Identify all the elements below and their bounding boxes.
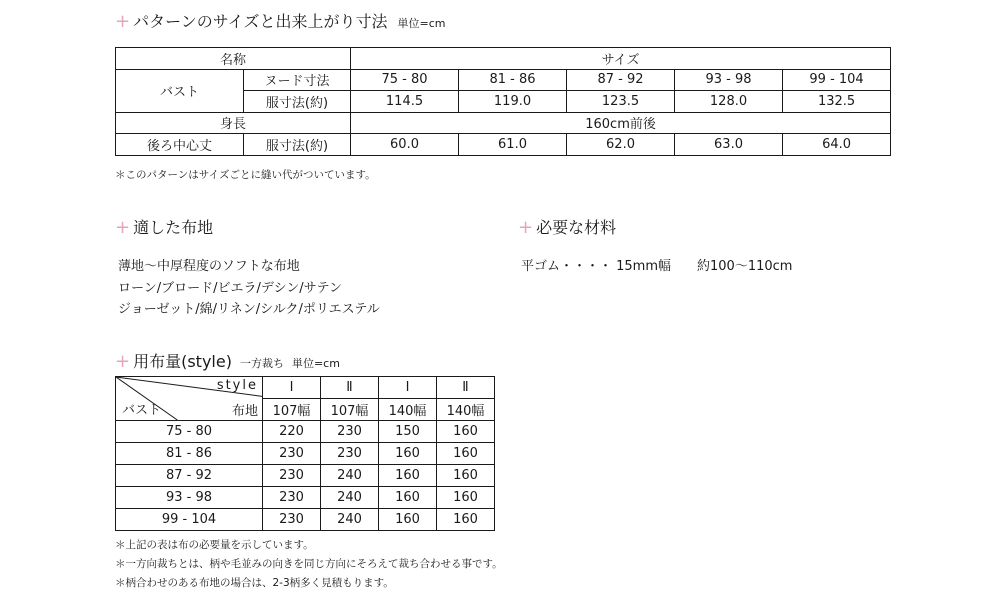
back-length-value: 61.0 — [459, 134, 567, 156]
garment-value: 132.5 — [783, 91, 891, 113]
amount-cell: 160 — [437, 421, 495, 443]
style-cell: Ⅰ — [263, 377, 321, 399]
amount-cell: 230 — [263, 443, 321, 465]
amount-cell: 220 — [263, 421, 321, 443]
bust-size-cell: 93 - 98 — [116, 487, 263, 509]
amount-cell: 230 — [321, 443, 379, 465]
fabric-line: ローン/ブロード/ビエラ/デシン/サテン — [118, 280, 343, 296]
table-row — [116, 112, 891, 134]
garment-value: 119.0 — [459, 91, 567, 113]
size-cell: 99 - 104 — [783, 69, 891, 91]
table-row — [116, 48, 891, 70]
amount-cell: 160 — [437, 443, 495, 465]
fabric-note-2: ＊一方向裁ちとは、柄や毛並みの向きを同じ方向にそろえて裁ち合わせる事です。 — [115, 558, 503, 570]
table-row — [116, 443, 495, 465]
style-cell: Ⅱ — [321, 377, 379, 399]
amount-cell: 240 — [321, 487, 379, 509]
size-cell: 81 - 86 — [459, 69, 567, 91]
amount-cell: 240 — [321, 465, 379, 487]
size-table — [115, 47, 891, 156]
fabric-amount-sub2: 単位=cm — [291, 357, 340, 370]
amount-cell: 150 — [379, 421, 437, 443]
diag-fabric-label: 布地 — [231, 404, 258, 419]
table-row — [116, 465, 495, 487]
back-length-value: 60.0 — [351, 134, 459, 156]
width-cell: 107幅 — [263, 399, 321, 421]
back-length-label: 後ろ中心丈 — [116, 134, 244, 156]
amount-cell: 230 — [321, 421, 379, 443]
amount-cell: 160 — [379, 443, 437, 465]
suitable-fabric-title: 適した布地 — [133, 218, 214, 237]
bust-label: バスト — [116, 69, 244, 112]
style-cell: Ⅱ — [437, 377, 495, 399]
amount-cell: 230 — [263, 509, 321, 531]
bust-size-cell: 81 - 86 — [116, 443, 263, 465]
garment-value: 128.0 — [675, 91, 783, 113]
garment-value: 114.5 — [351, 91, 459, 113]
fabric-note-1: ＊上記の表は布の必要量を示しています。 — [115, 539, 314, 551]
amount-cell: 160 — [437, 487, 495, 509]
amount-cell: 230 — [263, 487, 321, 509]
height-label: 身長 — [116, 112, 351, 134]
table-row — [116, 509, 495, 531]
fabric-amount-table — [115, 376, 495, 531]
width-cell: 140幅 — [379, 399, 437, 421]
diag-bust-label: バスト — [122, 403, 162, 418]
diagonal-header — [116, 377, 263, 421]
bust-size-cell: 75 - 80 — [116, 421, 263, 443]
back-length-sub: 服寸法(約) — [244, 134, 351, 156]
size-cell: 75 - 80 — [351, 69, 459, 91]
back-length-value: 64.0 — [783, 134, 891, 156]
diag-style-label: style — [216, 378, 258, 393]
size-section-unit: 単位=cm — [397, 17, 446, 30]
size-section-heading — [115, 12, 445, 34]
size-table-note: ＊このパターンはサイズごとに縫い代がついています。 — [115, 169, 376, 181]
fabric-amount-title: 用布量(style) — [133, 352, 232, 371]
size-cell: 87 - 92 — [567, 69, 675, 91]
garment-value: 123.5 — [567, 91, 675, 113]
size-section-title: パターンのサイズと出来上がり寸法 — [133, 12, 388, 31]
materials-heading — [518, 218, 616, 238]
amount-cell: 230 — [263, 465, 321, 487]
bust-size-cell: 87 - 92 — [116, 465, 263, 487]
height-value: 160cm前後 — [351, 112, 891, 134]
fabric-amount-heading — [115, 352, 340, 374]
back-length-value: 63.0 — [675, 134, 783, 156]
plus-icon: + — [115, 217, 131, 238]
amount-cell: 160 — [437, 465, 495, 487]
amount-cell: 240 — [321, 509, 379, 531]
style-cell: Ⅰ — [379, 377, 437, 399]
amount-cell: 160 — [379, 487, 437, 509]
materials-line: 平ゴム・・・・ 15mm幅 約100～110cm — [521, 259, 793, 274]
suitable-fabric-heading — [115, 218, 213, 238]
plus-icon: + — [115, 351, 131, 372]
garment-label: 服寸法(約) — [244, 91, 351, 113]
table-row — [116, 487, 495, 509]
back-length-value: 62.0 — [567, 134, 675, 156]
nude-label: ヌード寸法 — [244, 69, 351, 91]
table-row — [116, 134, 891, 156]
fabric-line: ジョーゼット/綿/リネン/シルク/ポリエステル — [118, 302, 380, 317]
fabric-amount-sub1: 一方裁ち — [239, 357, 284, 370]
header-name: 名称 — [116, 48, 351, 70]
table-row — [116, 421, 495, 443]
bust-size-cell: 99 - 104 — [116, 509, 263, 531]
plus-icon: + — [518, 217, 534, 238]
table-row — [116, 377, 495, 399]
amount-cell: 160 — [437, 509, 495, 531]
materials-title: 必要な材料 — [536, 218, 617, 237]
header-size: サイズ — [351, 48, 891, 70]
amount-cell: 160 — [379, 465, 437, 487]
table-row — [116, 69, 891, 91]
suitable-fabric-list — [118, 256, 380, 321]
fabric-line: 薄地～中厚程度のソフトな布地 — [118, 259, 300, 274]
width-cell: 107幅 — [321, 399, 379, 421]
amount-cell: 160 — [379, 509, 437, 531]
size-cell: 93 - 98 — [675, 69, 783, 91]
fabric-note-3: ＊柄合わせのある布地の場合は、2-3柄多く見積もります。 — [115, 577, 394, 589]
plus-icon: + — [115, 11, 131, 32]
width-cell: 140幅 — [437, 399, 495, 421]
